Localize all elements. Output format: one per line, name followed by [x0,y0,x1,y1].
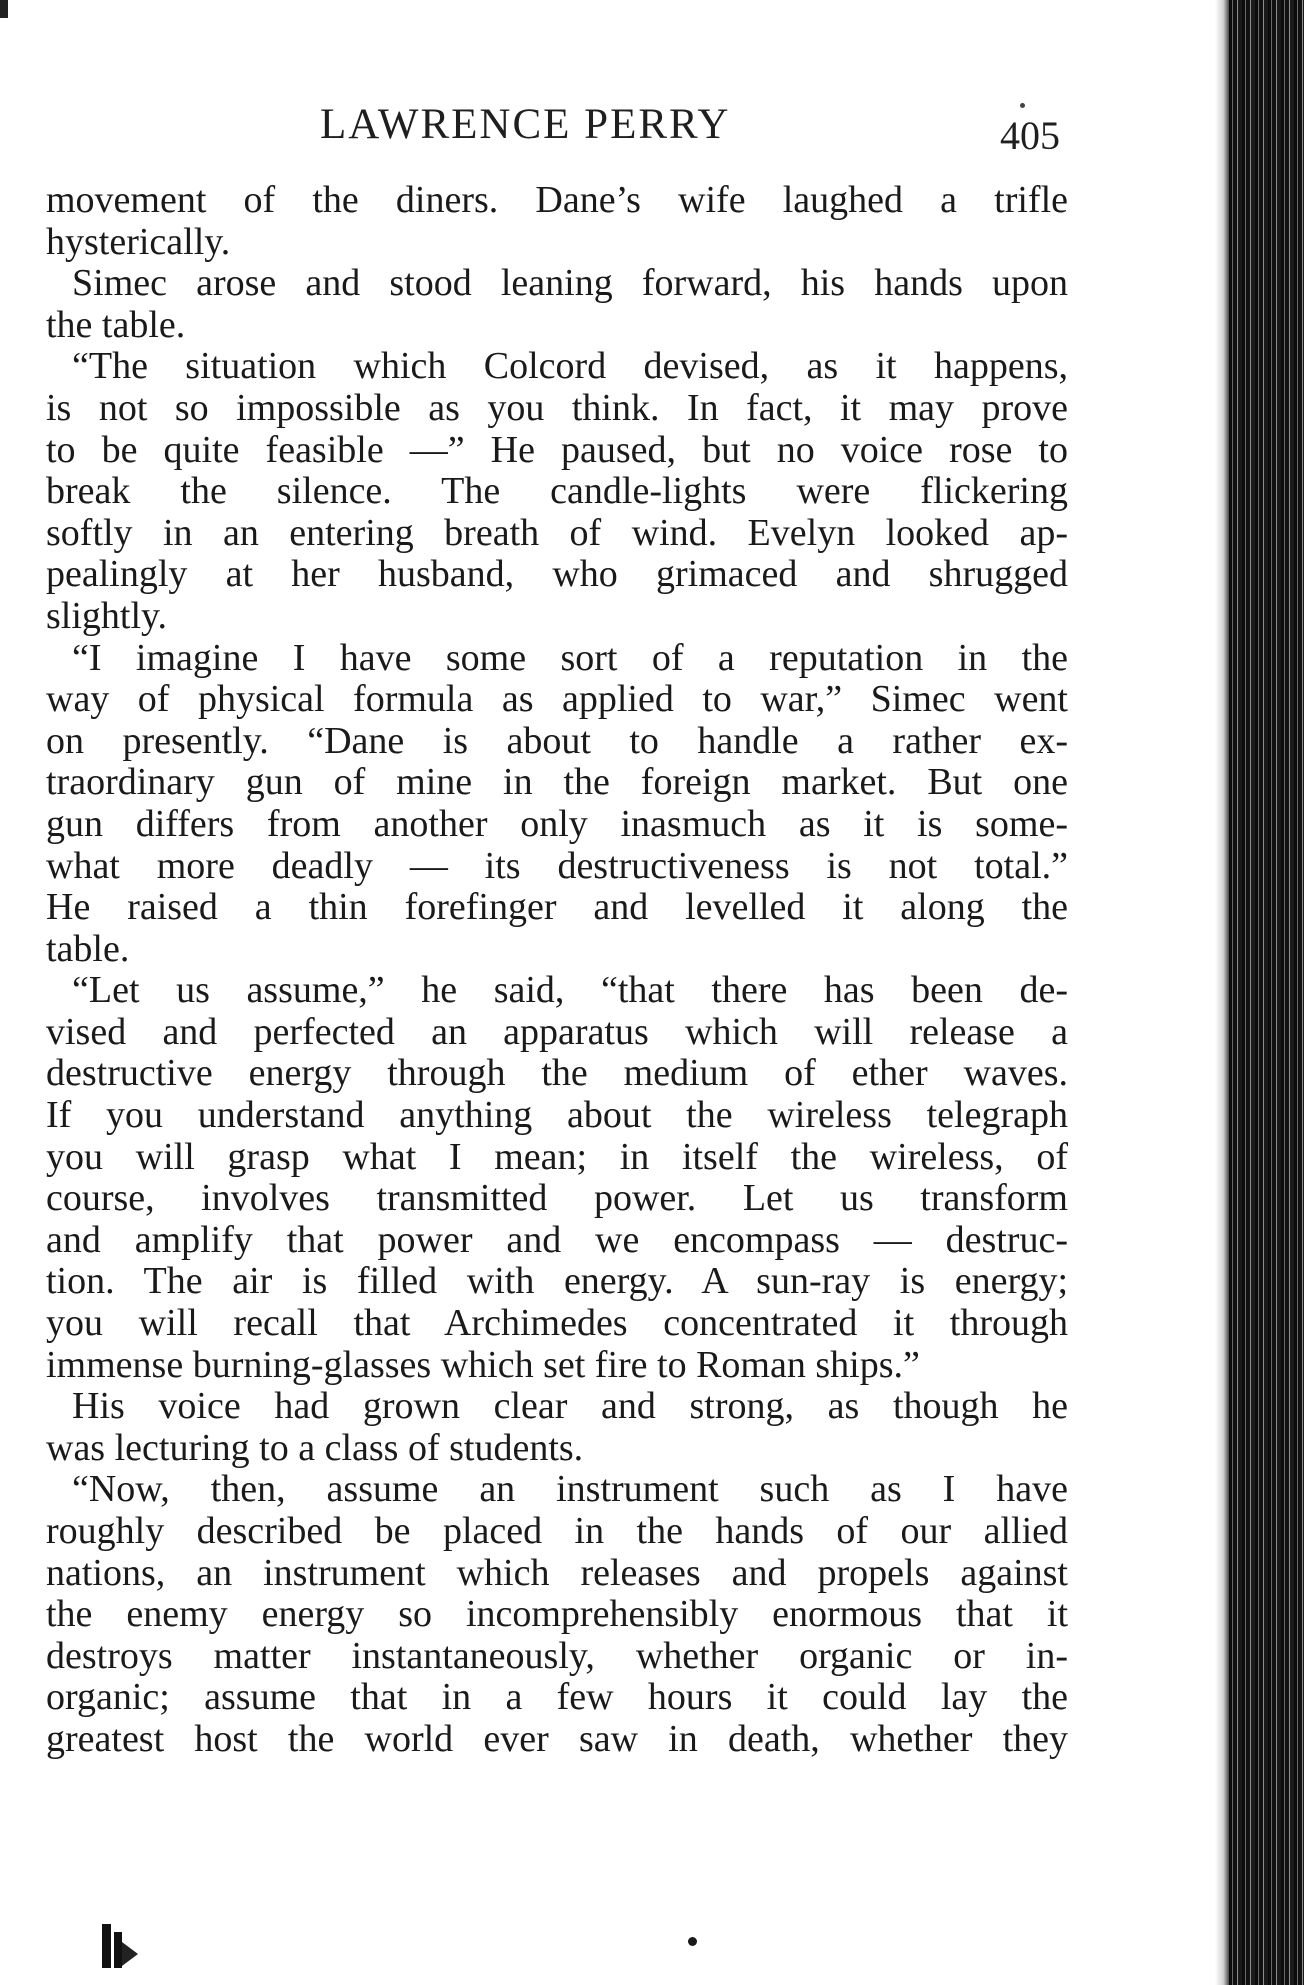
text-line: was lecturing to a class of students. [46,1426,584,1469]
text-line: destructive energy through the medium of ether waves. [46,1052,1068,1095]
text-line: greatest host the world ever saw in death, whether they [46,1717,1068,1760]
text-line: way of physical formula as applied to war,” Simec went [46,678,1068,721]
text-line: “Now, then, assume an instrument such as I have [72,1468,1068,1511]
text-line: you will grasp what I mean; in itself the wireless, of [46,1135,1068,1178]
text-line: nations, an instrument which releases and propels against [46,1551,1068,1594]
body-text [46,180,1068,1761]
text-line: and amplify that power and we encompass — destruc- [46,1218,1068,1261]
book-binding-edge [1229,0,1304,1985]
running-title: LAWRENCE PERRY [320,101,731,148]
scan-corner-mark [0,0,8,18]
text-line: the table. [46,303,186,346]
scan-artifact-mark [100,1920,140,1970]
text-line: slightly. [46,594,168,637]
text-line: table. [46,927,130,970]
text-line: His voice had grown clear and strong, as though he [72,1385,1068,1428]
text-line: destroys matter instantaneously, whether organic or in- [46,1634,1068,1677]
text-line: hysterically. [46,220,231,263]
text-line: movement of the diners. Dane’s wife laughed a trifle [46,179,1068,221]
text-line: He raised a thin forefinger and levelled it along the [46,886,1068,929]
text-line: “I imagine I have some sort of a reputation in the [72,636,1068,679]
text-line: traordinary gun of mine in the foreign market. But one [46,761,1068,804]
text-line: what more deadly — its destructiveness is not total.” [46,844,1068,887]
page-edge-shadow [1215,0,1229,1985]
text-line: vised and perfected an apparatus which will release a [46,1010,1068,1053]
text-line: to be quite feasible —” He paused, but no voice rose to [46,428,1068,471]
text-line: organic; assume that in a few hours it could lay the [46,1676,1068,1719]
text-line: “The situation which Colcord devised, as it happens, [72,345,1068,388]
text-line: tion. The air is filled with energy. A sun-ray is energy; [46,1260,1068,1303]
ink-speck [1020,103,1025,108]
text-line: break the silence. The candle-lights were flickering [46,470,1068,513]
text-line: “Let us assume,” he said, “that there has been de- [72,969,1068,1012]
text-line: gun differs from another only inasmuch as it is some- [46,802,1068,845]
text-line: Simec arose and stood leaning forward, his hands upon [72,262,1068,305]
text-line: roughly described be placed in the hands of our allied [46,1510,1068,1552]
text-line: you will recall that Archimedes concentrated it through [46,1302,1068,1345]
text-line: If you understand anything about the wireless telegraph [46,1094,1068,1137]
text-line: softly in an entering breath of wind. Evelyn looked ap- [46,511,1068,554]
text-line: pealingly at her husband, who grimaced and shrugged [46,553,1068,596]
text-line: is not so impossible as you think. In fact, it may prove [46,386,1068,429]
text-line: immense burning-glasses which set fire to Roman ships.” [46,1343,920,1386]
text-line: the enemy energy so incomprehensibly enormous that it [46,1593,1068,1636]
text-line: course, involves transmitted power. Let us transform [46,1177,1068,1220]
page-number: 405 [1000,113,1060,158]
text-line: on presently. “Dane is about to handle a rather ex- [46,719,1068,762]
ink-dot [688,1937,697,1946]
